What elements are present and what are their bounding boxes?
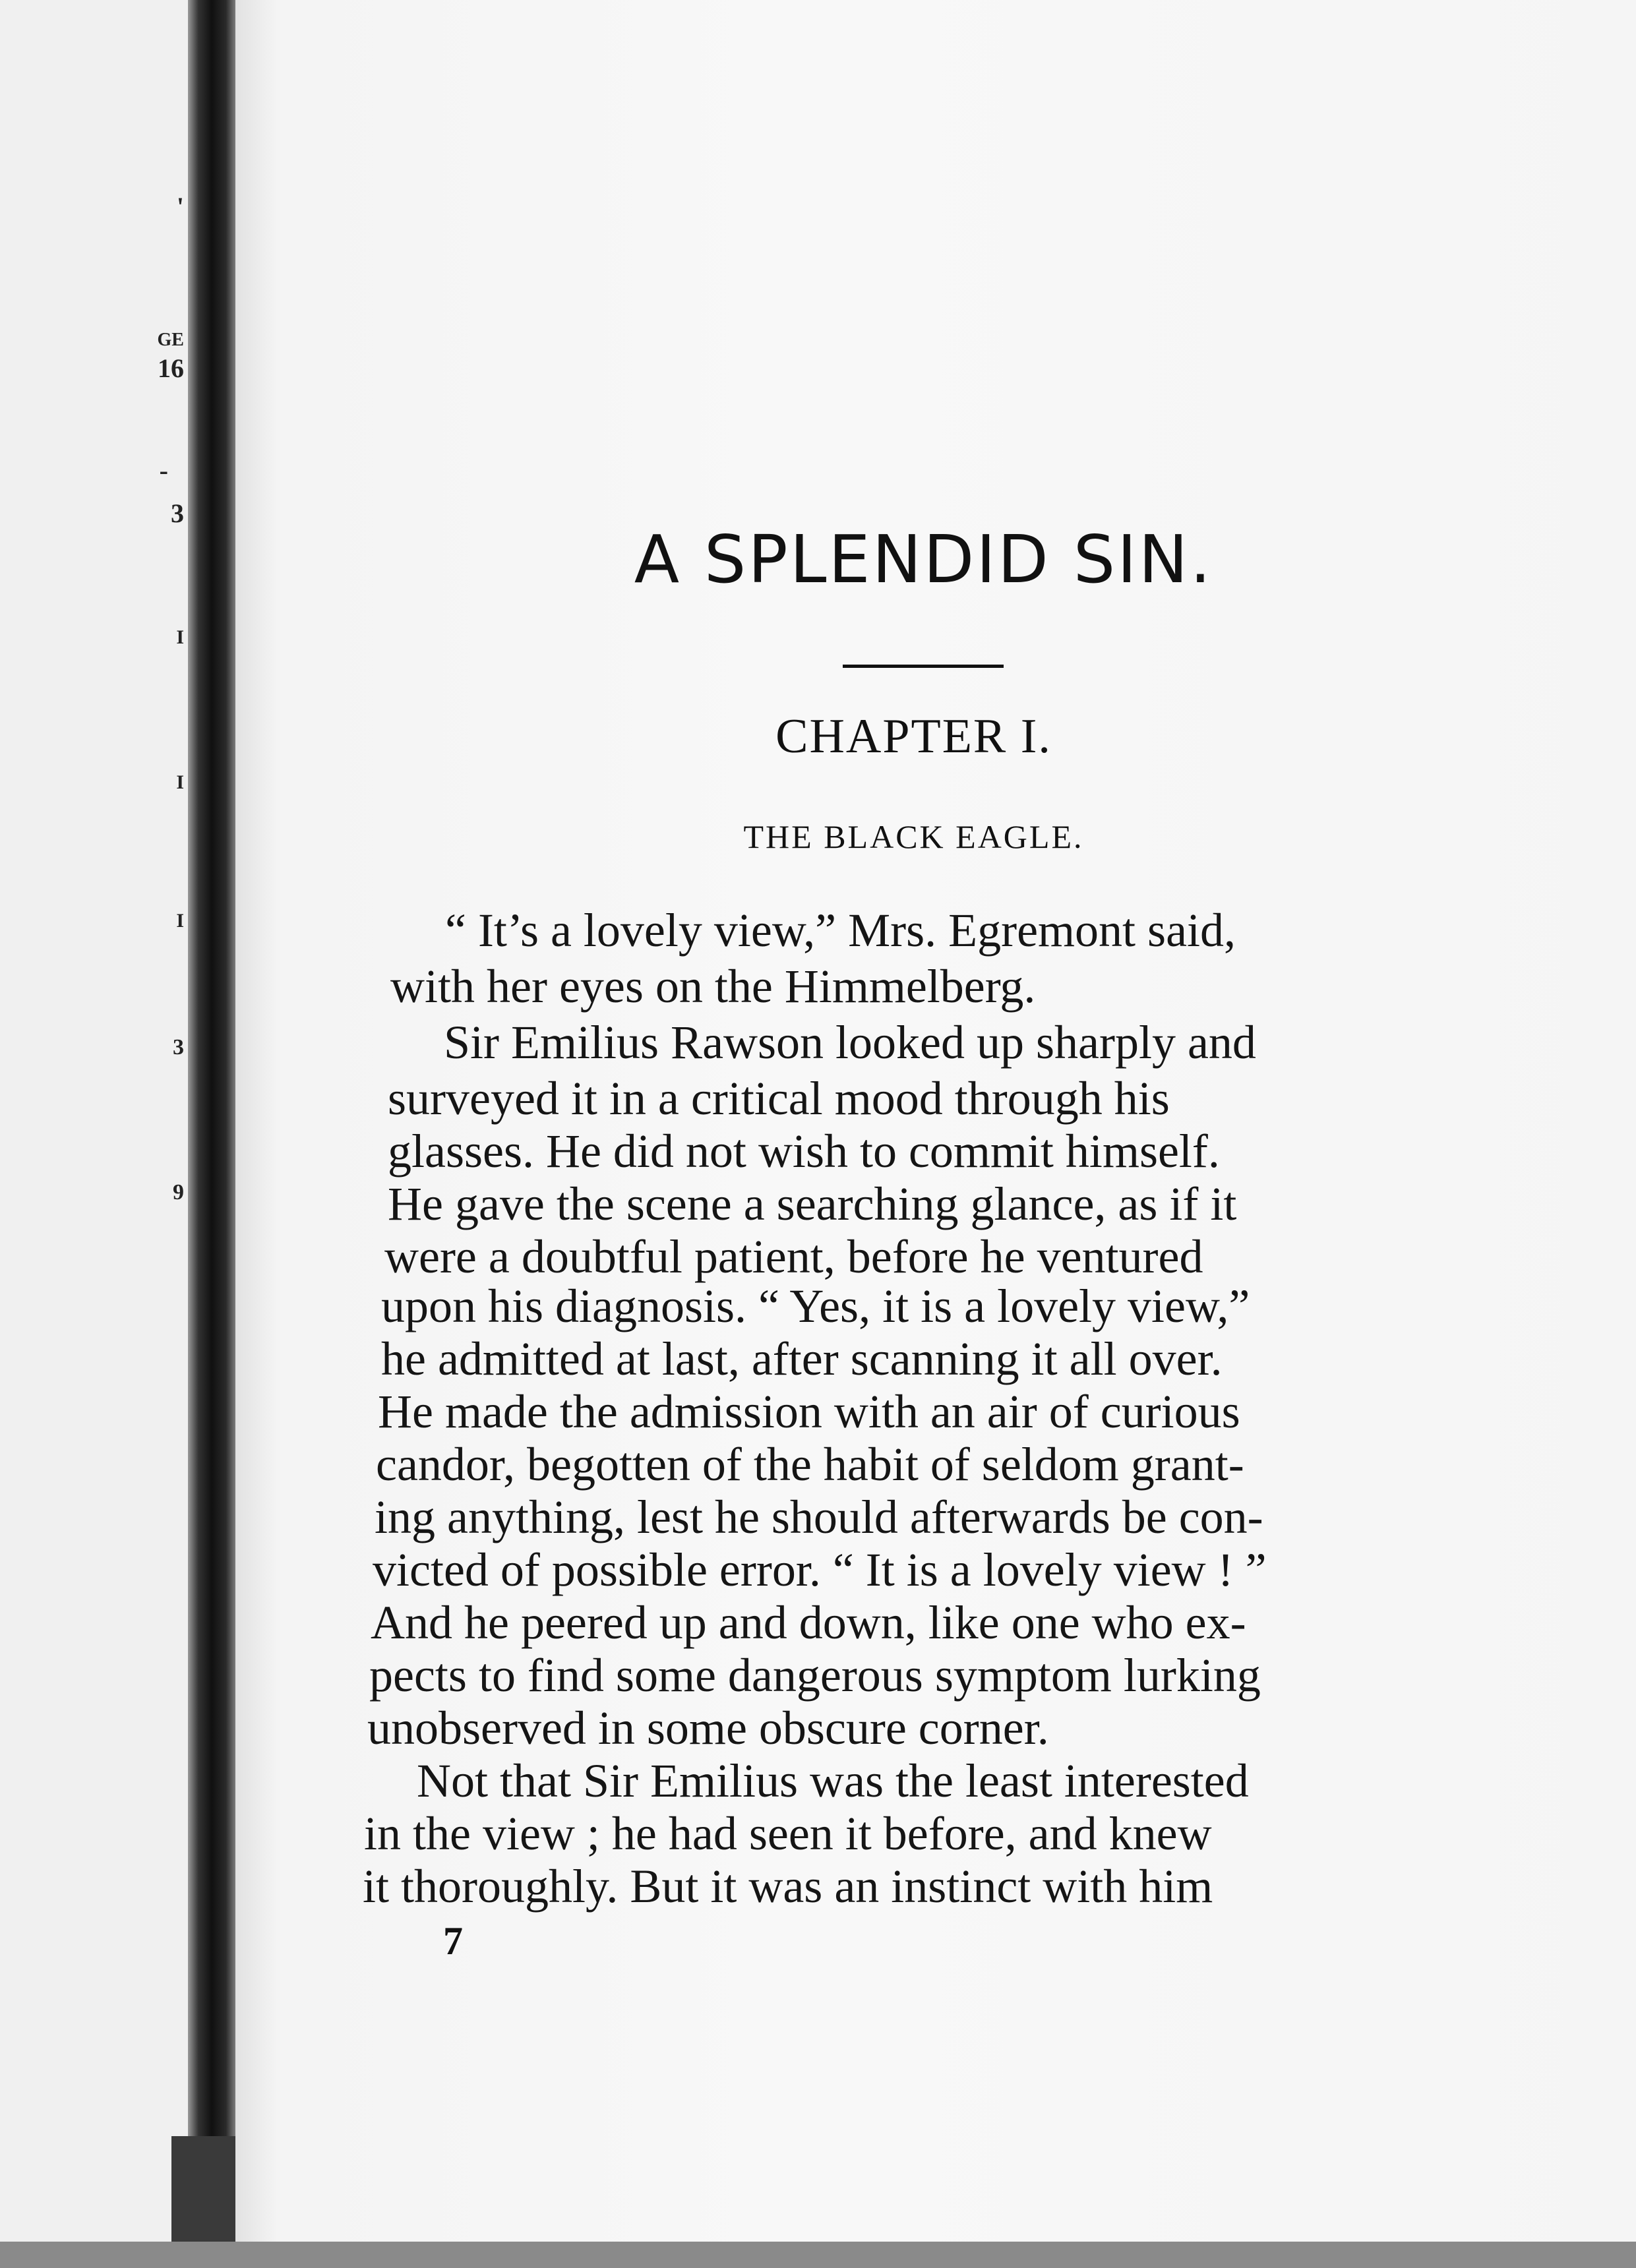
chapter-title: THE BLACK EAGLE. (743, 818, 1084, 855)
facing-page-edge (0, 0, 188, 2268)
book-title: A SPLENDID SIN. (634, 521, 1213, 598)
text-line: candor, begotten of the habit of seldom grant- (376, 1438, 1244, 1491)
text-line: it thoroughly. But it was an instinct with him (363, 1860, 1213, 1913)
title-rule (843, 665, 1004, 668)
left-margin-mark: 9 (173, 1180, 184, 1205)
text-line: ing anything, lest he should afterwards be con- (375, 1491, 1263, 1543)
text-line: upon his diagnosis. “ Yes, it is a lovely view,” (381, 1280, 1250, 1332)
page-number: 7 (443, 1919, 463, 1963)
left-margin-mark: ' (176, 192, 184, 222)
text-line: Sir Emilius Rawson looked up sharply and (444, 1016, 1256, 1069)
left-margin-mark: 16 (158, 353, 184, 383)
book-spine (188, 0, 235, 2176)
left-margin-mark: GE (157, 330, 184, 350)
text-line: in the view ; he had seen it before, and knew (364, 1807, 1212, 1860)
text-line: he admitted at last, after scanning it all over. (381, 1332, 1223, 1385)
text-line: pects to find some dangerous symptom lurking (369, 1649, 1261, 1702)
text-line: “ It’s a lovely view,” Mrs. Egremont said, (445, 904, 1236, 957)
text-line: were a doubtful patient, before he ventured (384, 1230, 1203, 1283)
text-line: with her eyes on the Himmelberg. (390, 960, 1036, 1013)
text-line: unobserved in some obscure corner. (367, 1702, 1049, 1754)
left-margin-mark: 3 (173, 1035, 184, 1059)
scan-bottom-edge (0, 2242, 1636, 2268)
text-line: He gave the scene a searching glance, as if it (388, 1178, 1237, 1230)
left-margin-mark: I (176, 771, 184, 793)
text-line: He made the admission with an air of curious (378, 1385, 1240, 1438)
left-margin-mark: I (176, 626, 184, 648)
chapter-heading: CHAPTER I. (775, 709, 1052, 763)
left-margin-mark: I (176, 910, 184, 932)
text-line: victed of possible error. “ It is a lovely view ! ” (373, 1543, 1267, 1596)
text-line: glasses. He did not wish to commit himself. (388, 1125, 1220, 1178)
text-line: Not that Sir Emilius was the least interested (417, 1754, 1249, 1807)
left-margin-mark: - (159, 456, 168, 485)
text-line: surveyed it in a critical mood through his (388, 1072, 1170, 1125)
left-margin-mark: 3 (171, 498, 184, 528)
text-line: And he peered up and down, like one who ex- (371, 1596, 1246, 1649)
